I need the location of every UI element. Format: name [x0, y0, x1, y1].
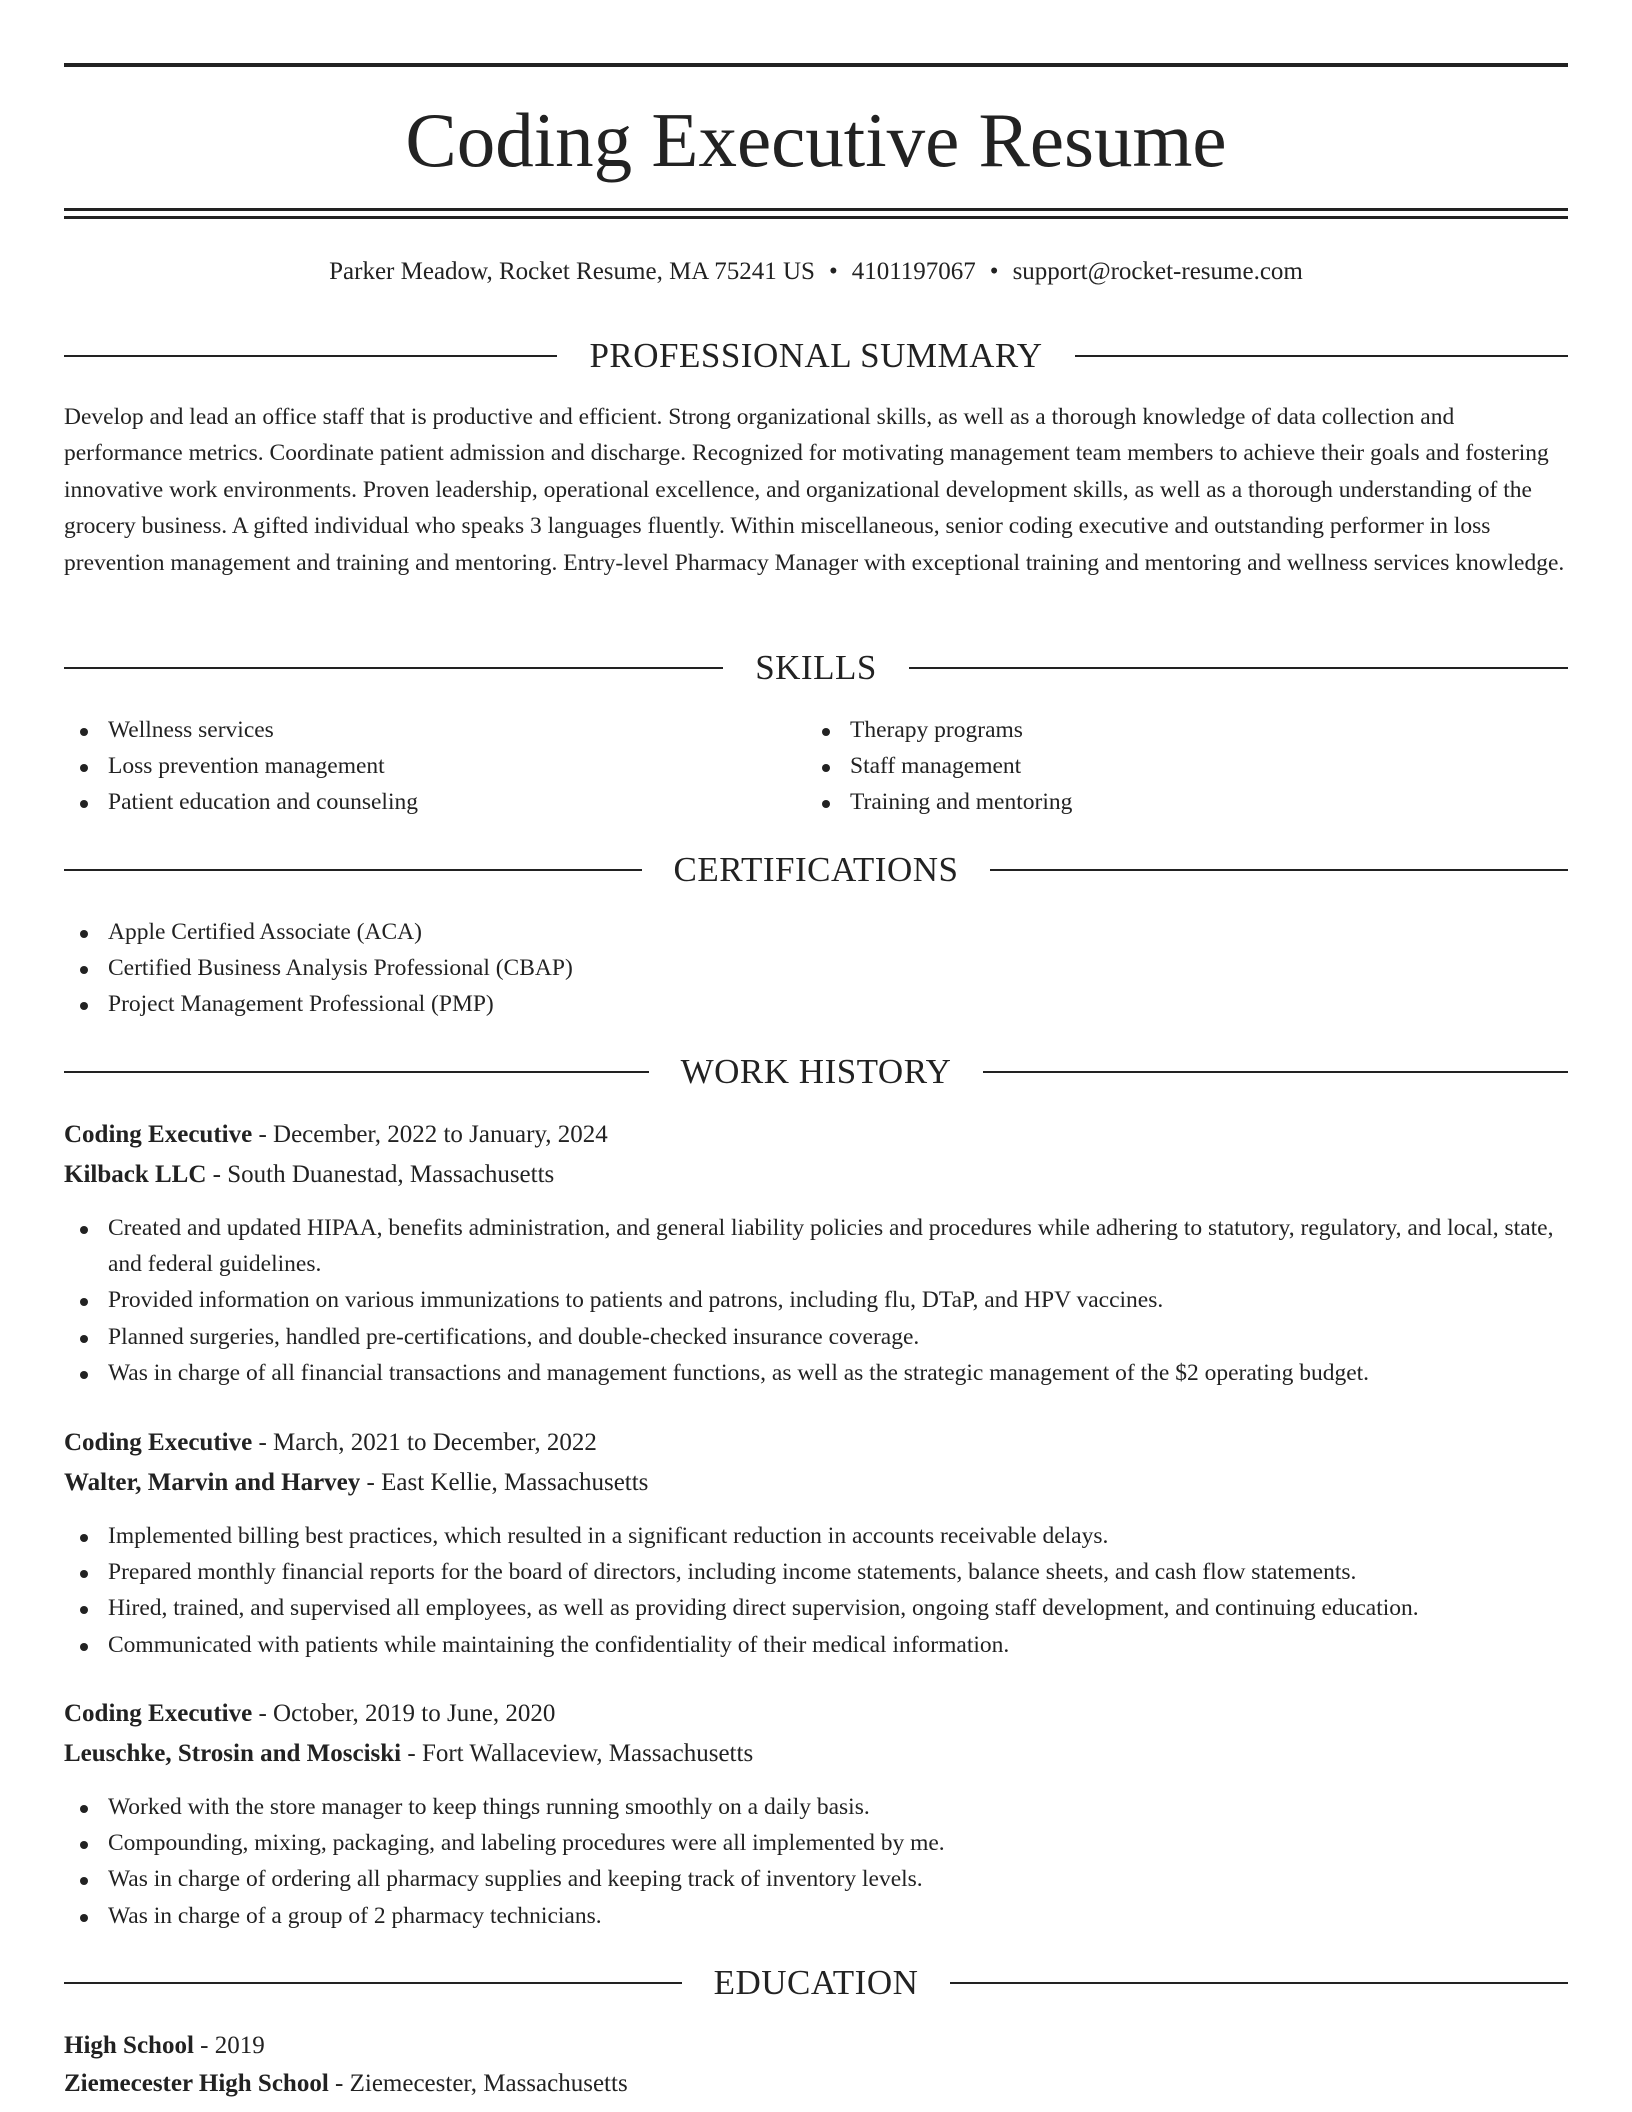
job-title-line	[64, 1696, 1568, 1732]
list-item: Planned surgeries, handled pre-certifications, and double-checked insurance coverage.	[64, 1319, 1568, 1355]
heading-rule	[909, 667, 1568, 669]
heading-rule	[64, 1982, 682, 1984]
list-item: Loss prevention management	[64, 748, 764, 784]
dash: -	[366, 1469, 375, 1496]
job-dates: December, 2022 to January, 2024	[273, 1121, 608, 1148]
education-school-line	[64, 2066, 1568, 2102]
section-heading-label: PROFESSIONAL SUMMARY	[589, 336, 1043, 375]
list-item: Compounding, mixing, packaging, and labeling procedures were all implemented by me.	[64, 1825, 1568, 1861]
job-title: Coding Executive	[64, 1700, 253, 1727]
section-heading-education	[64, 1958, 1568, 2008]
heading-rule	[64, 869, 642, 871]
list-item: Project Management Professional (PMP)	[64, 986, 1568, 1022]
heading-rule	[64, 1071, 649, 1073]
list-item: Staff management	[806, 748, 1506, 784]
contact-separator: •	[828, 258, 838, 285]
section-heading-work-history	[64, 1047, 1568, 1097]
list-item: Was in charge of all financial transactions and management functions, as well as the strategic management of the $2 operating budget.	[64, 1355, 1568, 1391]
list-item: Prepared monthly financial reports for the board of directors, including income statements, balance sheets, and cash flow statements.	[64, 1554, 1568, 1590]
contact-address: Parker Meadow, Rocket Resume, MA 75241 US	[329, 258, 815, 285]
certifications-list	[64, 914, 1568, 1023]
dash: -	[407, 1740, 416, 1767]
education-location: Ziemecester, Massachusetts	[349, 2070, 628, 2097]
list-item: Created and updated HIPAA, benefits administration, and general liability policies and procedures while adhering to statutory, regulatory, and local, state, and federal guidelines.	[64, 1210, 1568, 1282]
job-company: Walter, Marvin and Harvey	[64, 1469, 361, 1496]
job-location: East Kellie, Massachusetts	[381, 1469, 649, 1496]
heading-rule	[950, 1982, 1568, 1984]
list-item: Patient education and counseling	[64, 784, 764, 820]
dash: -	[258, 1700, 267, 1727]
job-company-line	[64, 1465, 1568, 1501]
job-company: Leuschke, Strosin and Mosciski	[64, 1740, 402, 1767]
section-heading-summary	[64, 331, 1568, 381]
contact-separator: •	[989, 258, 999, 285]
job-title-line	[64, 1425, 1568, 1461]
summary-text: Develop and lead an office staff that is productive and efficient. Strong organizational skills, as well as a thorough knowledge of data collection and performance metrics. Coordinate patient admission and discharge. Recognized for motivating management team members to achieve their goals and fostering innovative work environments. Proven leadership, operational excellence, and organizational development skills, as well as a thorough understanding of the grocery business. A gifted individual who speaks 3 languages fluently. Within miscellaneous, senior coding executive and outstanding performer in loss prevention management and training and mentoring. Entry-level Pharmacy Manager with exceptional training and mentoring and wellness services knowledge.	[64, 404, 1565, 576]
skills-list-left	[64, 712, 764, 821]
header-top-rule	[64, 63, 1568, 67]
skills-list-right	[806, 712, 1506, 821]
job-company-line	[64, 1157, 1568, 1193]
job-title: Coding Executive	[64, 1429, 253, 1456]
job-bullets	[64, 1210, 1568, 1391]
list-item: Was in charge of a group of 2 pharmacy technicians.	[64, 1898, 1568, 1934]
dash: -	[335, 2070, 344, 2097]
list-item: Certified Business Analysis Professional (CBAP)	[64, 950, 1568, 986]
section-heading-label: CERTIFICATIONS	[673, 850, 959, 889]
dash: -	[258, 1121, 267, 1148]
education-degree: High School	[64, 2032, 194, 2059]
header-double-rule-top	[64, 208, 1568, 211]
section-heading-label: SKILLS	[755, 648, 877, 687]
contact-line	[64, 254, 1568, 290]
heading-rule	[1075, 355, 1568, 357]
job-bullets	[64, 1518, 1568, 1663]
list-item: Worked with the store manager to keep things running smoothly on a daily basis.	[64, 1789, 1568, 1825]
education-degree-line	[64, 2028, 1568, 2064]
job-location: Fort Wallaceview, Massachusetts	[421, 1740, 754, 1767]
list-item: Wellness services	[64, 712, 764, 748]
job-location: South Duanestad, Massachusetts	[227, 1161, 555, 1188]
job-company: Kilback LLC	[64, 1161, 207, 1188]
resume-title: Coding Executive Resume	[405, 97, 1227, 183]
education-school: Ziemecester High School	[64, 2070, 329, 2097]
job-bullets	[64, 1789, 1568, 1934]
contact-email: support@rocket-resume.com	[1012, 258, 1303, 285]
education-year: 2019	[214, 2032, 265, 2059]
section-heading-certifications	[64, 845, 1568, 895]
header-double-rule-bottom	[64, 216, 1568, 219]
dash: -	[200, 2032, 209, 2059]
job-company-line	[64, 1736, 1568, 1772]
job-dates: October, 2019 to June, 2020	[273, 1700, 556, 1727]
list-item: Hired, trained, and supervised all employees, as well as providing direct supervision, ongoing staff development, and continuing education.	[64, 1590, 1568, 1626]
dash: -	[258, 1429, 267, 1456]
contact-phone: 4101197067	[851, 258, 976, 285]
job-title: Coding Executive	[64, 1121, 253, 1148]
list-item: Implemented billing best practices, which resulted in a significant reduction in accounts receivable delays.	[64, 1518, 1568, 1554]
section-heading-skills	[64, 643, 1568, 693]
heading-rule	[983, 1071, 1568, 1073]
dash: -	[212, 1161, 221, 1188]
list-item: Provided information on various immunizations to patients and patrons, including flu, DTaP, and HPV vaccines.	[64, 1282, 1568, 1318]
job-dates: March, 2021 to December, 2022	[273, 1429, 597, 1456]
list-item: Therapy programs	[806, 712, 1506, 748]
list-item: Was in charge of ordering all pharmacy supplies and keeping track of inventory levels.	[64, 1861, 1568, 1897]
list-item: Training and mentoring	[806, 784, 1506, 820]
list-item: Apple Certified Associate (ACA)	[64, 914, 1568, 950]
heading-rule	[990, 869, 1568, 871]
job-title-line	[64, 1117, 1568, 1153]
list-item: Communicated with patients while maintaining the confidentiality of their medical information.	[64, 1627, 1568, 1663]
section-heading-label: EDUCATION	[713, 1963, 919, 2002]
section-heading-label: WORK HISTORY	[680, 1052, 952, 1091]
heading-rule	[64, 667, 723, 669]
heading-rule	[64, 355, 557, 357]
